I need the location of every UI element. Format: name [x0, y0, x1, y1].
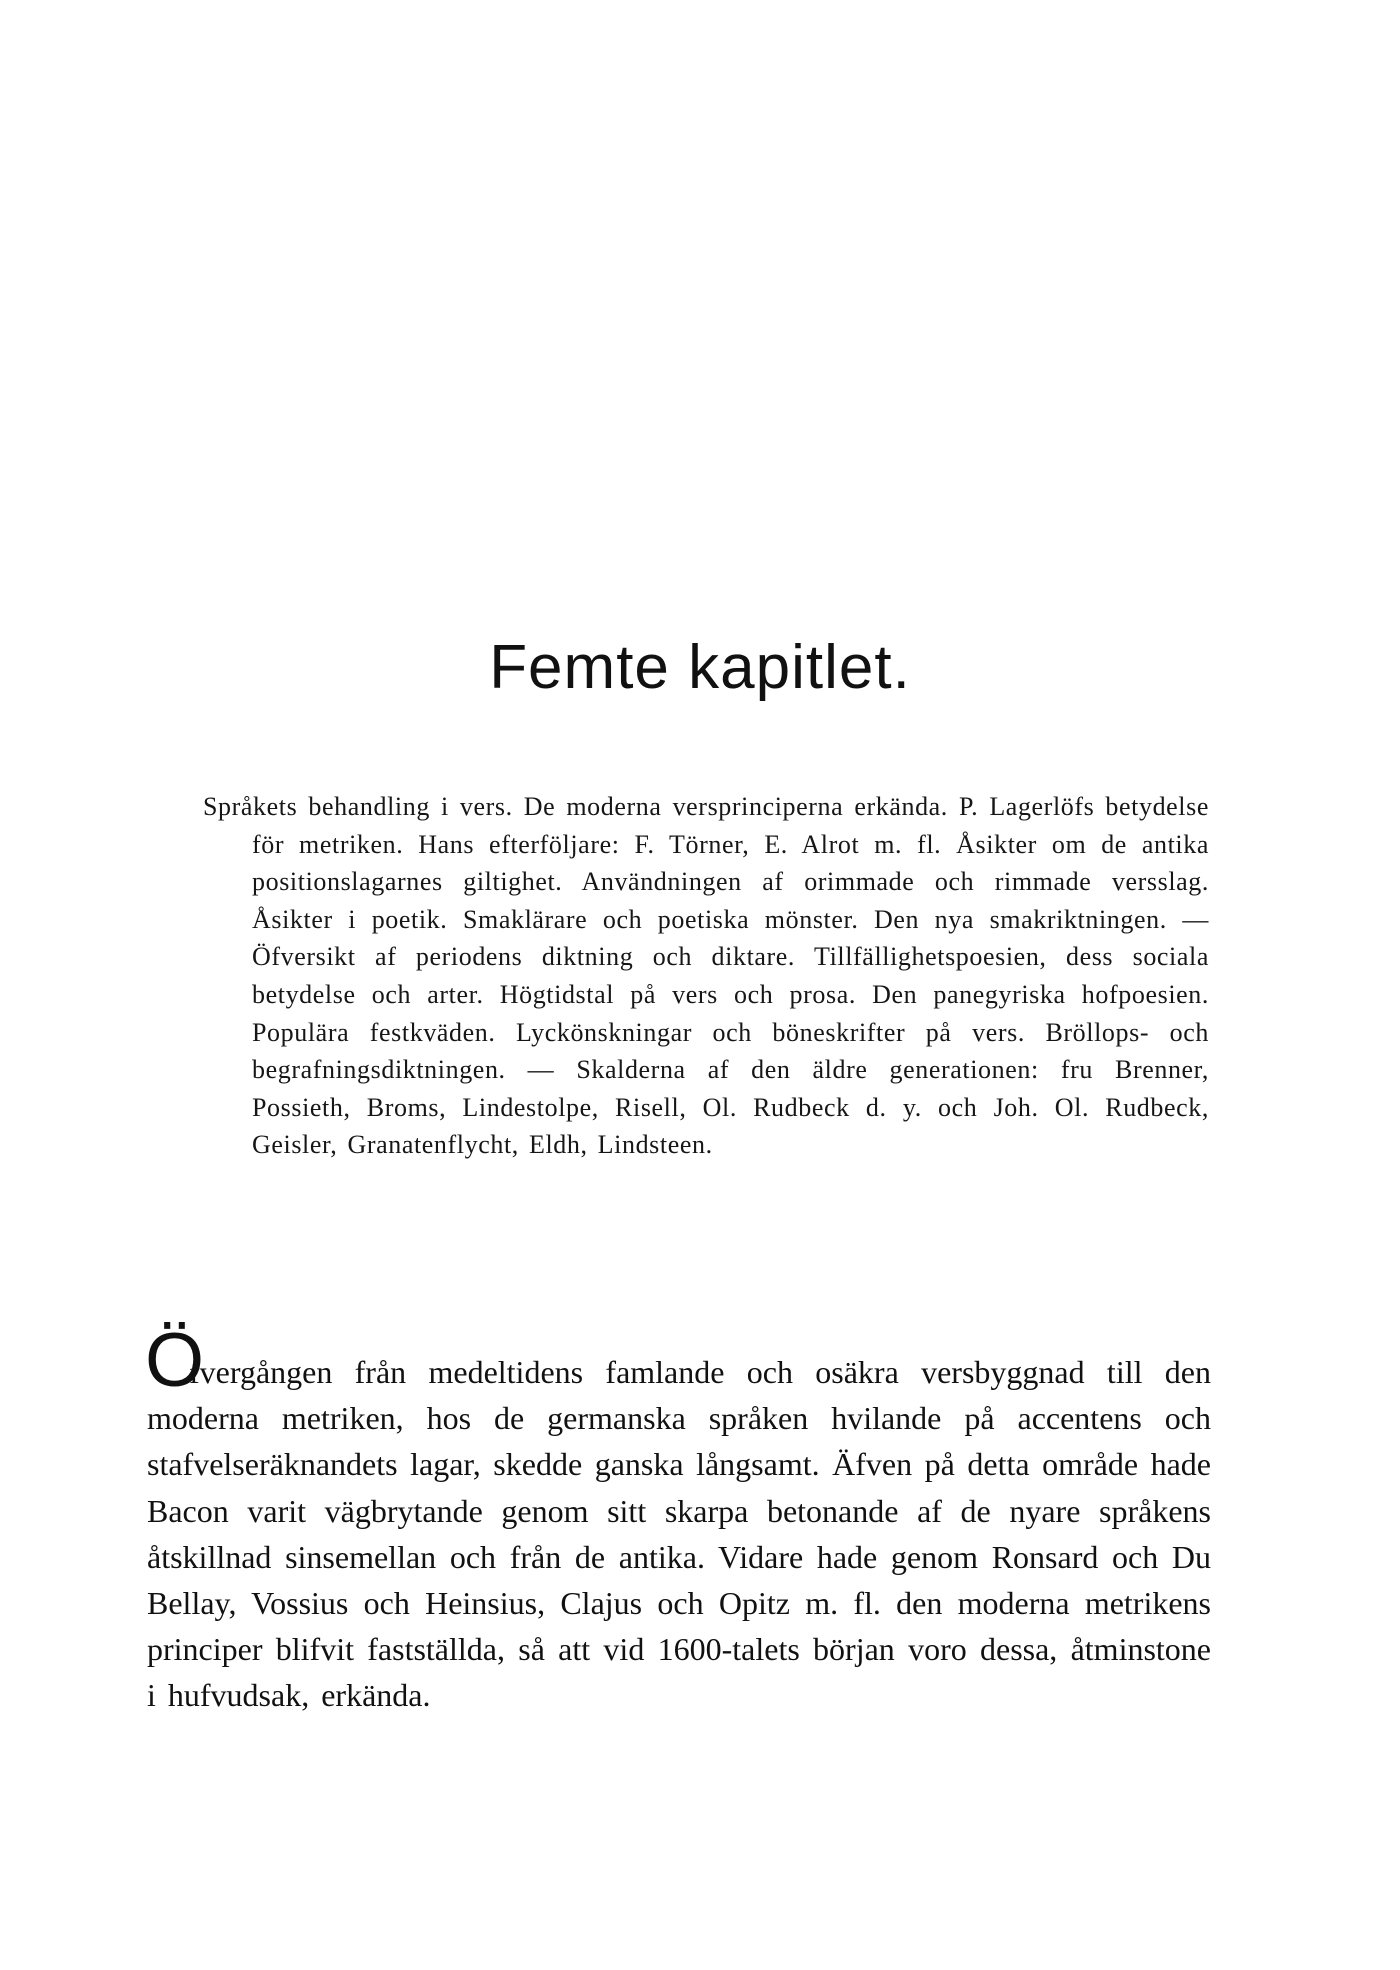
body-paragraph — [145, 1318, 1211, 1719]
drop-cap-letter: Ö — [145, 1318, 205, 1403]
drop-cap — [145, 1318, 205, 1403]
chapter-title: Femte kapitlet. — [489, 633, 911, 702]
body-paragraph-text: fvergången från medeltidens famlande och osäkra versbyggnad till den moderna metriken, hos de germanska språken hvilande på accentens och stafvelseräknandets lagar, skedde ganska långsamt. Äfven på detta område hade Bacon varit vägbrytande genom sitt skarpa betonande af de nyare språkens åtskillnad sinsemellan och från de antika. Vidare hade genom Ronsard och Du Bellay, Vossius och Heinsius, Clajus och Opitz m. fl. den moderna metrikens principer blifvit fastställda, så att vid 1600-talets början voro dessa, åtminstone i hufvudsak, erkända. — [147, 1354, 1211, 1714]
chapter-summary: Språkets behandling i vers. De moderna versprinciperna erkända. P. Lagerlöfs betydelse för metriken. Hans efterföljare: F. Törner, E. Alrot m. fl. Åsikter om de antika positionslagarnes giltighet. Användningen af orimmade och rimmade versslag. Åsikter i poetik. Smaklärare och poetiska mönster. Den nya smakriktningen. — Öfversikt af periodens diktning och diktare. Tillfällighetspoesien, dess sociala betydelse och arter. Högtidstal på vers och prosa. Den panegyriska hofpoesien. Populära festkväden. Lyckönskningar och böneskrifter på vers. Bröllops- och begrafningsdiktningen. — Skalderna af den äldre generationen: fru Brenner, Possieth, Broms, Lindestolpe, Risell, Ol. Rudbeck d. y. och Joh. Ol. Rudbeck, Geisler, Granatenflycht, Eldh, Lindsteen. — [203, 792, 1209, 1160]
